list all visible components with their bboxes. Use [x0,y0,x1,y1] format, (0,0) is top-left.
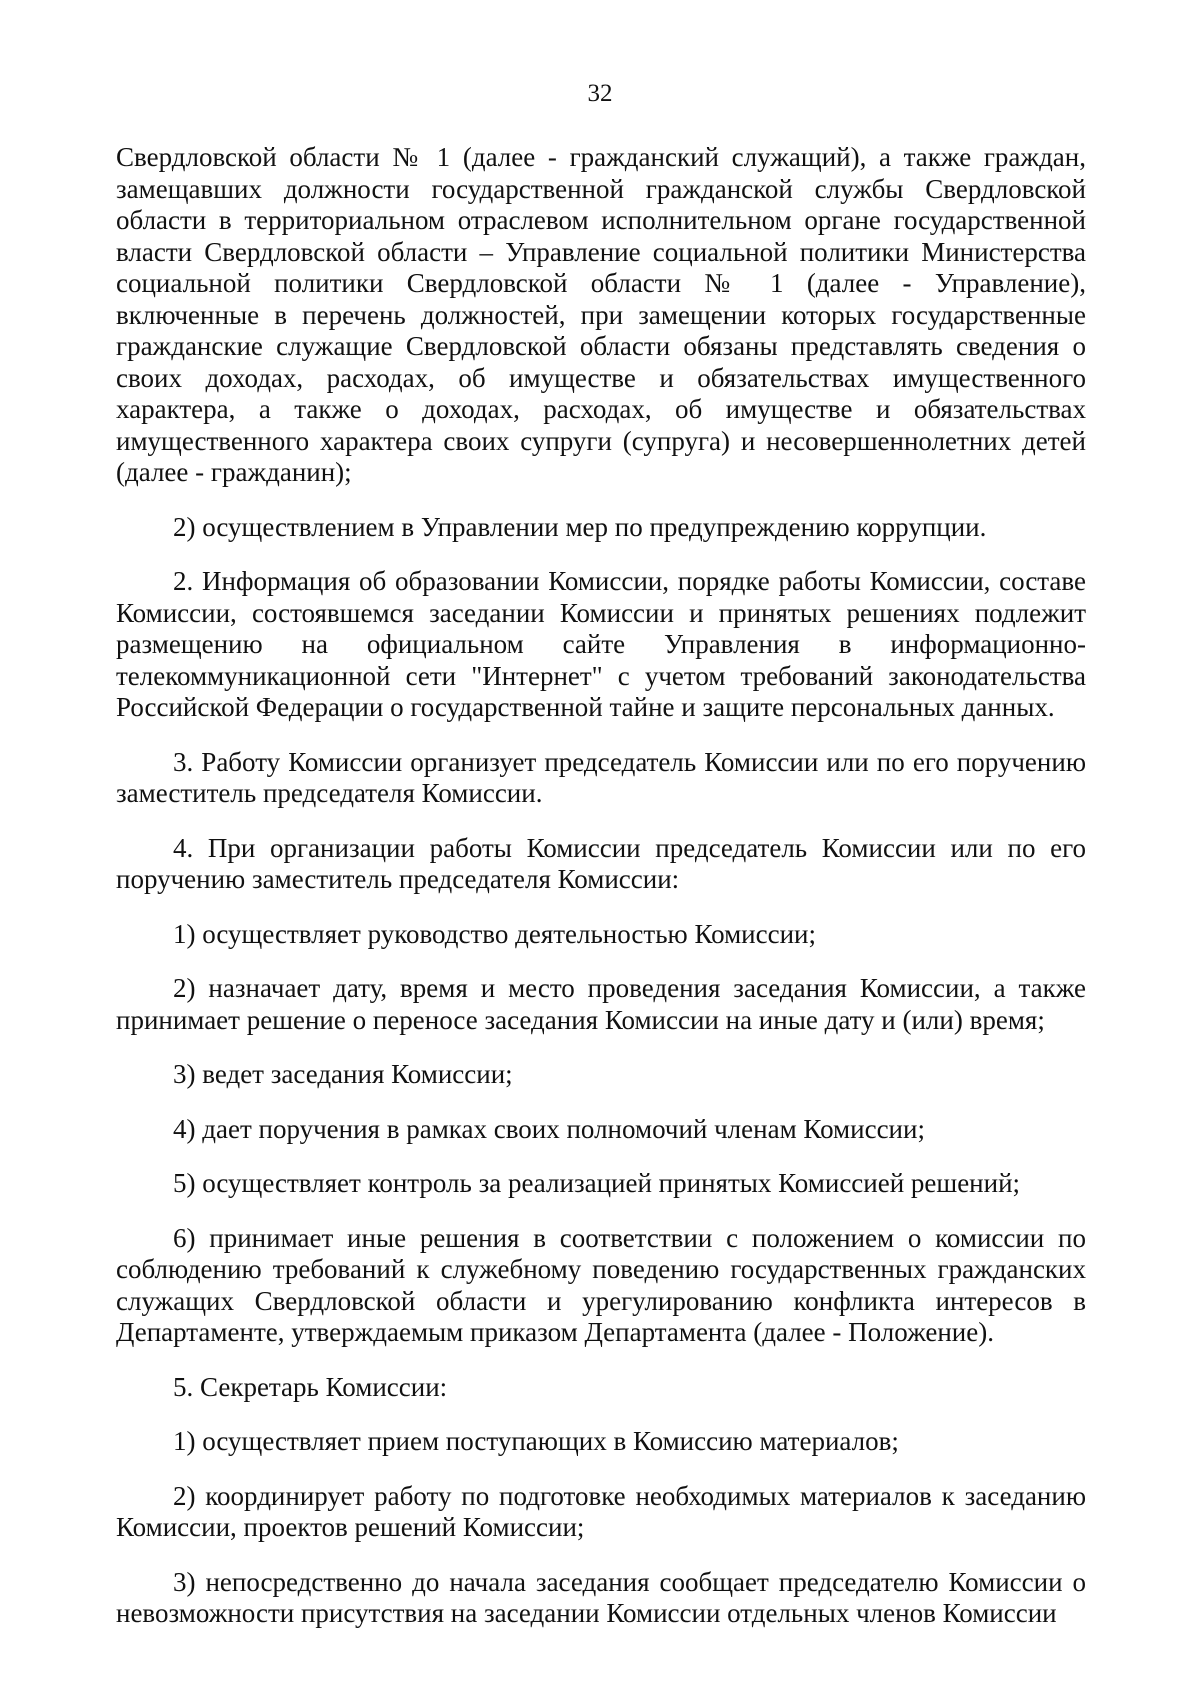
list-item-5-3: 3) непосредственно до начала заседания сообщает председателю Комиссии о невозможности присутствия на заседании Комиссии отдельных членов Комиссии [116,1566,1086,1628]
list-item-4-5: 5) осуществляет контроль за реализацией принятых Комиссией решений; [173,1168,1021,1198]
paragraph-3-organization: 3. Работу Комиссии организует председатель Комиссии или по его поручению заместитель председателя Комиссии. [116,746,1086,808]
list-item-4-4: 4) дает поручения в рамках своих полномочий членам Комиссии; [173,1113,925,1144]
paragraph-2-information: 2. Информация об образовании Комиссии, порядке работы Комиссии, составе Комиссии, состоявшемся заседании Комиссии и принятых решениях подлежит размещению на официальном сайте Управления в информационно-телекоммуникационной сети "Интернет" с учетом требований законодательства Российской Федерации о государственной тайне и защите персональных данных. [116,566,1086,722]
list-item-5-2: 2) координирует работу по подготовке необходимых материалов к заседанию Комиссии, проектов решений Комиссии; [116,1480,1086,1542]
list-item-4-1: 1) осуществляет руководство деятельностью Комиссии; [173,918,817,949]
paragraph-continuation: Свердловской области № 1 (далее - гражданский служащий), а также граждан, замещавших должности государственной гражданской службы Свердловской области в территориальном отраслевом исполнительном органе государственной власти Свердловской области – Управление социальной политики Министерства социальной политики Свердловской области № 1 (далее - Управление), включенные в перечень должностей, при замещении которых государственные гражданские служащие Свердловской области обязаны представлять сведения о своих доходах, расходах, об имуществе и обязательствах имущественного характера, а также о доходах, расходах, об имуществе и обязательствах имущественного характера своих супруги (супруга) и несовершеннолетних детей (далее - гражданин); [116,142,1086,487]
paragraph-5-secretary: 5. Секретарь Комиссии: [173,1371,448,1402]
list-item-4-3: 3) ведет заседания Комиссии; [173,1059,513,1089]
paragraph-4-chairman-duties: 4. При организации работы Комиссии председатель Комиссии или по его поручению заместитель председателя Комиссии: [116,832,1086,894]
list-item-4-6: 6) принимает иные решения в соответствии с положением о комиссии по соблюдению требований к служебному поведению государственных гражданских служащих Свердловской области и урегулированию конфликта интересов в Департаменте, утверждаемым приказом Департамента (далее - Положение). [116,1222,1086,1347]
document-body [116,142,1086,1630]
list-item-4-2: 2) назначает дату, время и место проведения заседания Комиссии, а также принимает решение о переносе заседания Комиссии на иные дату и (или) время; [116,973,1086,1035]
page-number: 32 [587,80,613,107]
paragraph-item-2-corruption: 2) осуществлением в Управлении мер по предупреждению коррупции. [173,511,987,542]
list-item-5-1: 1) осуществляет прием поступающих в Комиссию материалов; [173,1426,899,1456]
